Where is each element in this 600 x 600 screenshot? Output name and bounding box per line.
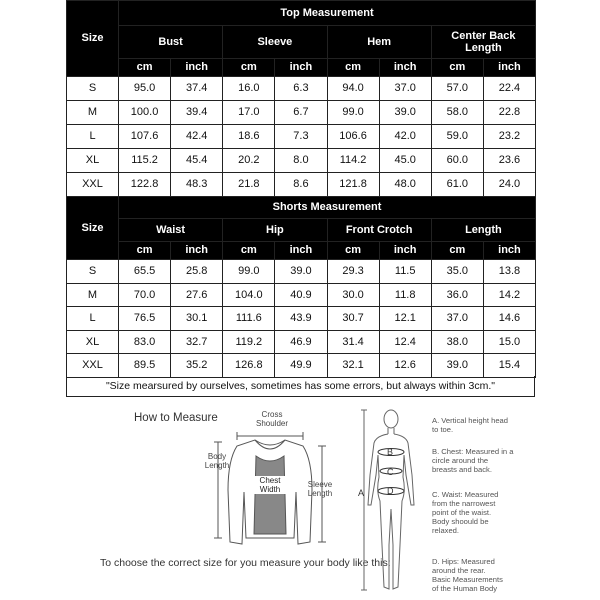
cell: 22.8	[483, 101, 535, 125]
cell: 27.6	[171, 283, 223, 307]
group-header-front-crotch: Front Crotch	[327, 219, 431, 242]
cell: 20.2	[223, 149, 275, 173]
unit-cm: cm	[119, 242, 171, 260]
cell: 45.0	[379, 149, 431, 173]
group-header-sleeve: Sleeve	[223, 26, 327, 59]
group-header-center-back-length: Center Back Length	[431, 26, 535, 59]
cell: 13.8	[483, 260, 535, 284]
table-row	[67, 125, 536, 149]
cell: 16.0	[223, 77, 275, 101]
group-header-bust: Bust	[119, 26, 223, 59]
annotation-d: D. Hips: Measured around the rear. Basic Measurements of the Human Body	[432, 557, 503, 593]
unit-inch: inch	[171, 242, 223, 260]
cell: 43.9	[275, 307, 327, 331]
group-header-hem: Hem	[327, 26, 431, 59]
table-row	[67, 173, 536, 197]
marker-d: D	[387, 486, 394, 496]
cell: 126.8	[223, 354, 275, 378]
unit-cm: cm	[119, 59, 171, 77]
cell: 17.0	[223, 101, 275, 125]
table-row	[67, 283, 536, 307]
cell: 24.0	[483, 173, 535, 197]
top-measurement-title: Top Measurement	[119, 1, 536, 26]
row-size: S	[67, 77, 119, 101]
cell: 61.0	[431, 173, 483, 197]
cell: 119.2	[223, 330, 275, 354]
cross-shoulder-label: Cross Shoulder	[255, 410, 289, 428]
unit-inch: inch	[171, 59, 223, 77]
cell: 58.0	[431, 101, 483, 125]
row-size: M	[67, 283, 119, 307]
cell: 35.2	[171, 354, 223, 378]
cell: 42.4	[171, 125, 223, 149]
table-row	[67, 330, 536, 354]
unit-inch: inch	[275, 59, 327, 77]
cell: 89.5	[119, 354, 171, 378]
cell: 95.0	[119, 77, 171, 101]
cell: 35.0	[431, 260, 483, 284]
cell: 37.0	[431, 307, 483, 331]
size-header: Size	[67, 197, 119, 260]
cell: 39.0	[431, 354, 483, 378]
row-size: M	[67, 101, 119, 125]
unit-cm: cm	[223, 59, 275, 77]
unit-inch: inch	[483, 59, 535, 77]
cell: 21.8	[223, 173, 275, 197]
unit-cm: cm	[431, 242, 483, 260]
chest-width-label: Chest Width	[252, 476, 288, 494]
cell: 107.6	[119, 125, 171, 149]
cell: 40.9	[275, 283, 327, 307]
cell: 49.9	[275, 354, 327, 378]
body-length-label: Body Length	[204, 452, 230, 470]
cell: 30.0	[327, 283, 379, 307]
cell: 99.0	[327, 101, 379, 125]
unit-cm: cm	[327, 59, 379, 77]
shorts-measurement-title: Shorts Measurement	[119, 197, 536, 219]
row-size: XXL	[67, 173, 119, 197]
cell: 14.2	[483, 283, 535, 307]
cell: 122.8	[119, 173, 171, 197]
cell: 11.5	[379, 260, 431, 284]
cell: 48.0	[379, 173, 431, 197]
cell: 76.5	[119, 307, 171, 331]
cell: 22.4	[483, 77, 535, 101]
group-header-length: Length	[431, 219, 535, 242]
cell: 46.9	[275, 330, 327, 354]
sleeve-length-label: Sleeve Length	[307, 480, 333, 498]
cell: 37.0	[379, 77, 431, 101]
cell: 14.6	[483, 307, 535, 331]
cell: 12.6	[379, 354, 431, 378]
table-row	[67, 101, 536, 125]
unit-inch: inch	[379, 59, 431, 77]
row-size: S	[67, 260, 119, 284]
cell: 30.7	[327, 307, 379, 331]
cell: 70.0	[119, 283, 171, 307]
group-header-hip: Hip	[223, 219, 327, 242]
unit-cm: cm	[327, 242, 379, 260]
marker-a: A	[358, 488, 365, 498]
cell: 31.4	[327, 330, 379, 354]
cell: 42.0	[379, 125, 431, 149]
cell: 115.2	[119, 149, 171, 173]
cell: 57.0	[431, 77, 483, 101]
shorts-measurement-table	[66, 196, 536, 378]
cell: 38.0	[431, 330, 483, 354]
cell: 48.3	[171, 173, 223, 197]
row-size: L	[67, 307, 119, 331]
marker-b: B	[387, 447, 394, 457]
cell: 65.5	[119, 260, 171, 284]
unit-cm: cm	[223, 242, 275, 260]
row-size: XL	[67, 149, 119, 173]
cell: 45.4	[171, 149, 223, 173]
row-size: XXL	[67, 354, 119, 378]
cell: 39.4	[171, 101, 223, 125]
cell: 30.1	[171, 307, 223, 331]
cell: 104.0	[223, 283, 275, 307]
cell: 114.2	[327, 149, 379, 173]
cell: 8.0	[275, 149, 327, 173]
unit-inch: inch	[275, 242, 327, 260]
cell: 18.6	[223, 125, 275, 149]
cell: 100.0	[119, 101, 171, 125]
choose-size-instruction: To choose the correct size for you measure your body like this:	[100, 557, 391, 569]
cell: 11.8	[379, 283, 431, 307]
cell: 94.0	[327, 77, 379, 101]
how-to-measure-title: How to Measure	[134, 412, 218, 424]
row-size: XL	[67, 330, 119, 354]
cell: 23.2	[483, 125, 535, 149]
cell: 15.4	[483, 354, 535, 378]
cell: 60.0	[431, 149, 483, 173]
table-row	[67, 149, 536, 173]
cell: 32.1	[327, 354, 379, 378]
cell: 39.0	[379, 101, 431, 125]
unit-inch: inch	[483, 242, 535, 260]
unit-inch: inch	[379, 242, 431, 260]
table-row	[67, 307, 536, 331]
annotation-c: C. Waist: Measured from the narrowest point of the waist. Body shoould be relaxed.	[432, 490, 499, 535]
cell: 111.6	[223, 307, 275, 331]
body-figure	[356, 405, 426, 600]
marker-c: C	[387, 467, 394, 477]
cell: 6.3	[275, 77, 327, 101]
cell: 59.0	[431, 125, 483, 149]
cell: 29.3	[327, 260, 379, 284]
unit-cm: cm	[431, 59, 483, 77]
cell: 12.1	[379, 307, 431, 331]
measurement-note: "Size mearsured by ourselves, sometimes has some errors, but always within 3cm."	[66, 376, 535, 397]
cell: 12.4	[379, 330, 431, 354]
table-row	[67, 260, 536, 284]
size-header: Size	[67, 1, 119, 77]
cell: 15.0	[483, 330, 535, 354]
cell: 99.0	[223, 260, 275, 284]
cell: 36.0	[431, 283, 483, 307]
cell: 37.4	[171, 77, 223, 101]
cell: 121.8	[327, 173, 379, 197]
group-header-waist: Waist	[119, 219, 223, 242]
cell: 25.8	[171, 260, 223, 284]
annotation-b: B. Chest: Measured in a circle around the breasts and back.	[432, 447, 514, 474]
annotation-a: A. Vertical height head to toe.	[432, 416, 508, 434]
table-row	[67, 354, 536, 378]
cell: 6.7	[275, 101, 327, 125]
top-measurement-table	[66, 0, 536, 197]
cell: 8.6	[275, 173, 327, 197]
cell: 83.0	[119, 330, 171, 354]
cell: 23.6	[483, 149, 535, 173]
cell: 32.7	[171, 330, 223, 354]
cell: 7.3	[275, 125, 327, 149]
cell: 39.0	[275, 260, 327, 284]
table-row	[67, 77, 536, 101]
cell: 106.6	[327, 125, 379, 149]
row-size: L	[67, 125, 119, 149]
